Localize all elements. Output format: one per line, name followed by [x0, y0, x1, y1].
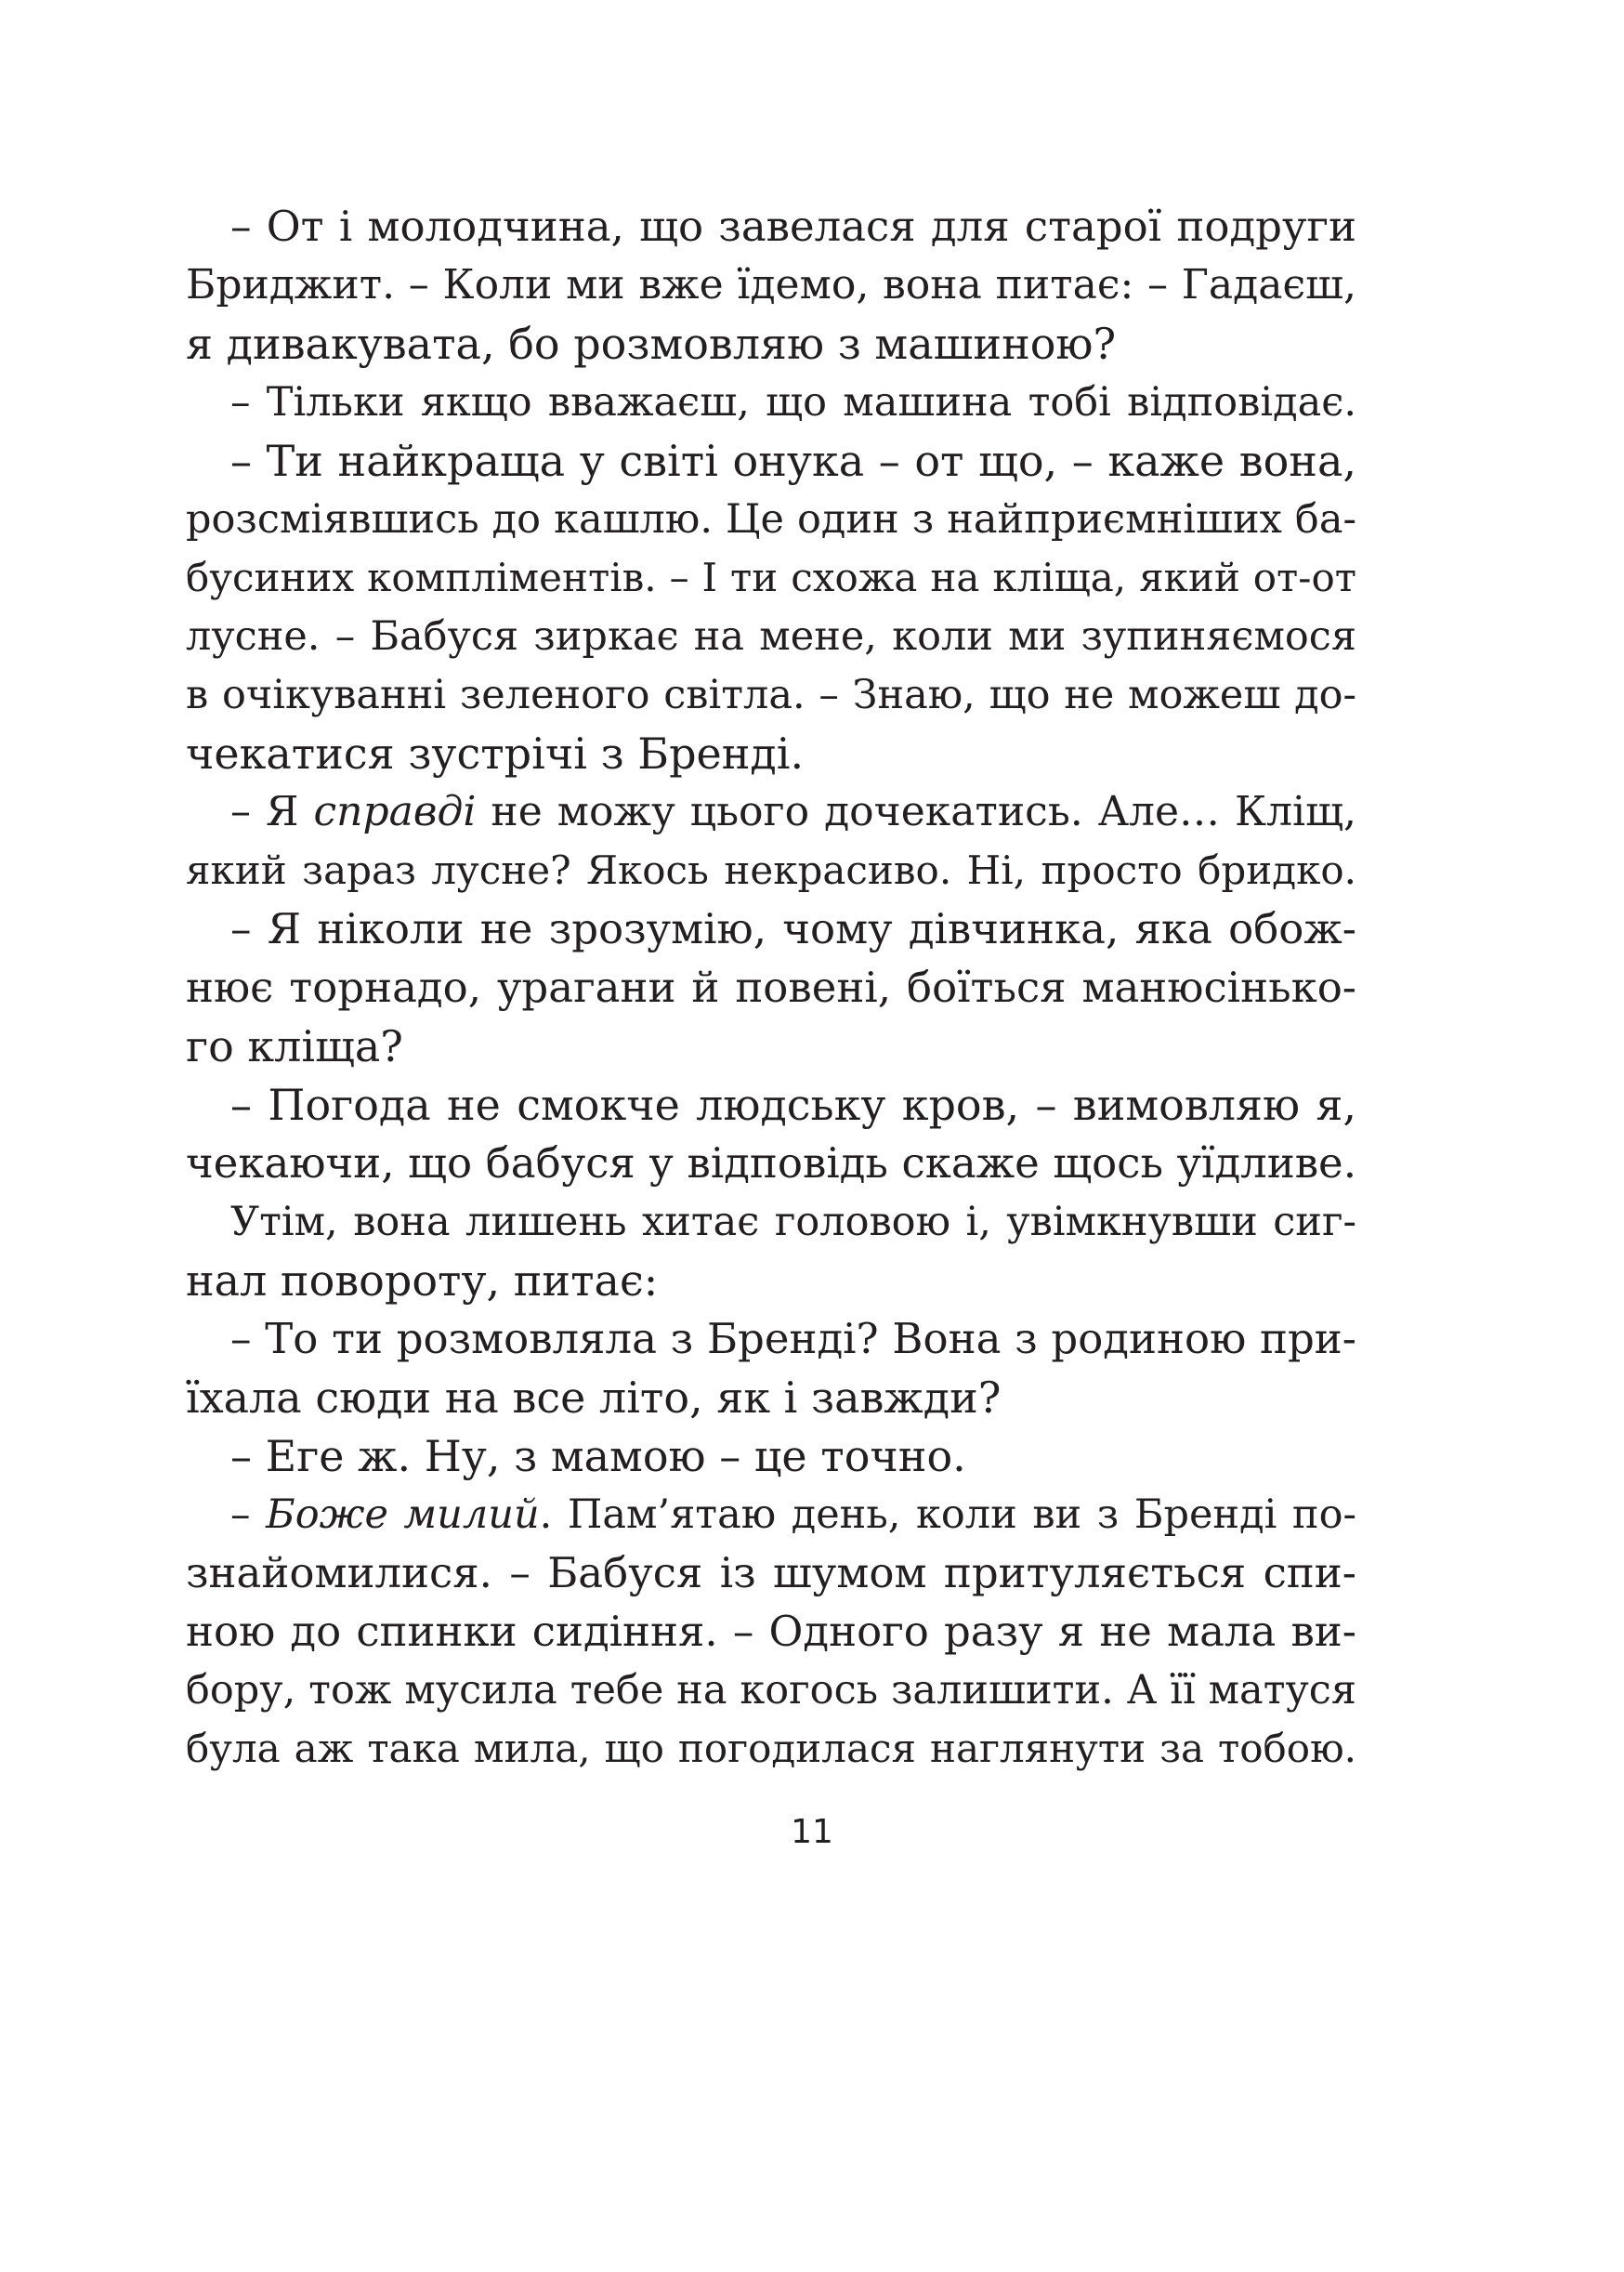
text-line: в очікуванні зеленого світла. – Знаю, що не можеш до- — [186, 672, 1356, 718]
text-line: го кліща? — [186, 1021, 403, 1071]
page-number: 11 — [791, 1813, 833, 1851]
emphasis-text: Боже милий — [266, 1491, 540, 1538]
text-line: – От і молодчина, що завелася для старої подруги — [230, 202, 1356, 251]
emphasis-text: справді — [313, 788, 477, 835]
text-line: нює торнадо, урагани й повені, боїться манюсінько- — [186, 963, 1356, 1012]
text-line: знайомилися. – Бабуся із шумом притуляється спи- — [186, 1548, 1356, 1597]
text-line: я дивакувата, бо розмовляю з машиною? — [186, 319, 1117, 369]
text-line: Утім, вона лишень хитає головою і, увімкнувши сиг- — [230, 1199, 1356, 1245]
text-line: ною до спинки сидіння. – Одного разу я не мала ви- — [186, 1607, 1356, 1656]
text-span: не можу цього дочекатись. Але… Кліщ, — [476, 788, 1356, 835]
text-span: . Пам’ятаю день, коли ви з Бренді по- — [539, 1491, 1356, 1538]
text-line: Бриджит. – Коли ми вже їдемо, вона питає: – Гадаєш, — [186, 261, 1356, 309]
text-line: розсміявшись до кашлю. Це один з найприємніших ба- — [186, 496, 1356, 543]
text-line: – То ти розмовляла з Бренді? Вона з родиною при- — [230, 1314, 1356, 1363]
text-line: їхала сюди на все літо, як і завжди? — [186, 1372, 1002, 1423]
text-span: – — [230, 1491, 267, 1538]
text-line: нал повороту, питає: — [186, 1255, 659, 1306]
text-line: – Ти найкраща у світі онука – от що, – каже вона, — [230, 436, 1356, 486]
text-span: – Я — [230, 788, 314, 835]
text-line: – Еге ж. Ну, з мамою – це точно. — [230, 1431, 966, 1481]
text-line: чекатися зустрічі з Бренді. — [186, 729, 805, 779]
text-line: – Я ніколи не зрозумію, чому дівчинка, яка обож- — [230, 904, 1356, 953]
text-line: була аж така мила, що погодилася наглянути за тобою. — [186, 1726, 1356, 1771]
text-line: бору, тож мусила тебе на когось залишити. А її матуся — [186, 1667, 1356, 1714]
text-line: – Погода не смокче людську кров, – вимовляю я, — [230, 1080, 1356, 1130]
text-line: чекаючи, що бабуся у відповідь скаже щось уїдливе. — [186, 1138, 1356, 1188]
text-line: лусне. – Бабуся зиркає на мене, коли ми зупиняємося — [186, 613, 1356, 660]
text-line: який зараз лусне? Якось некрасиво. Ні, просто бридко. — [186, 847, 1356, 893]
text-line: бусиних компліментів. – І ти схожа на кліща, який от-от — [186, 555, 1356, 600]
text-line: – Тільки якщо вважаєш, що машина тобі відповідає. — [230, 379, 1356, 426]
